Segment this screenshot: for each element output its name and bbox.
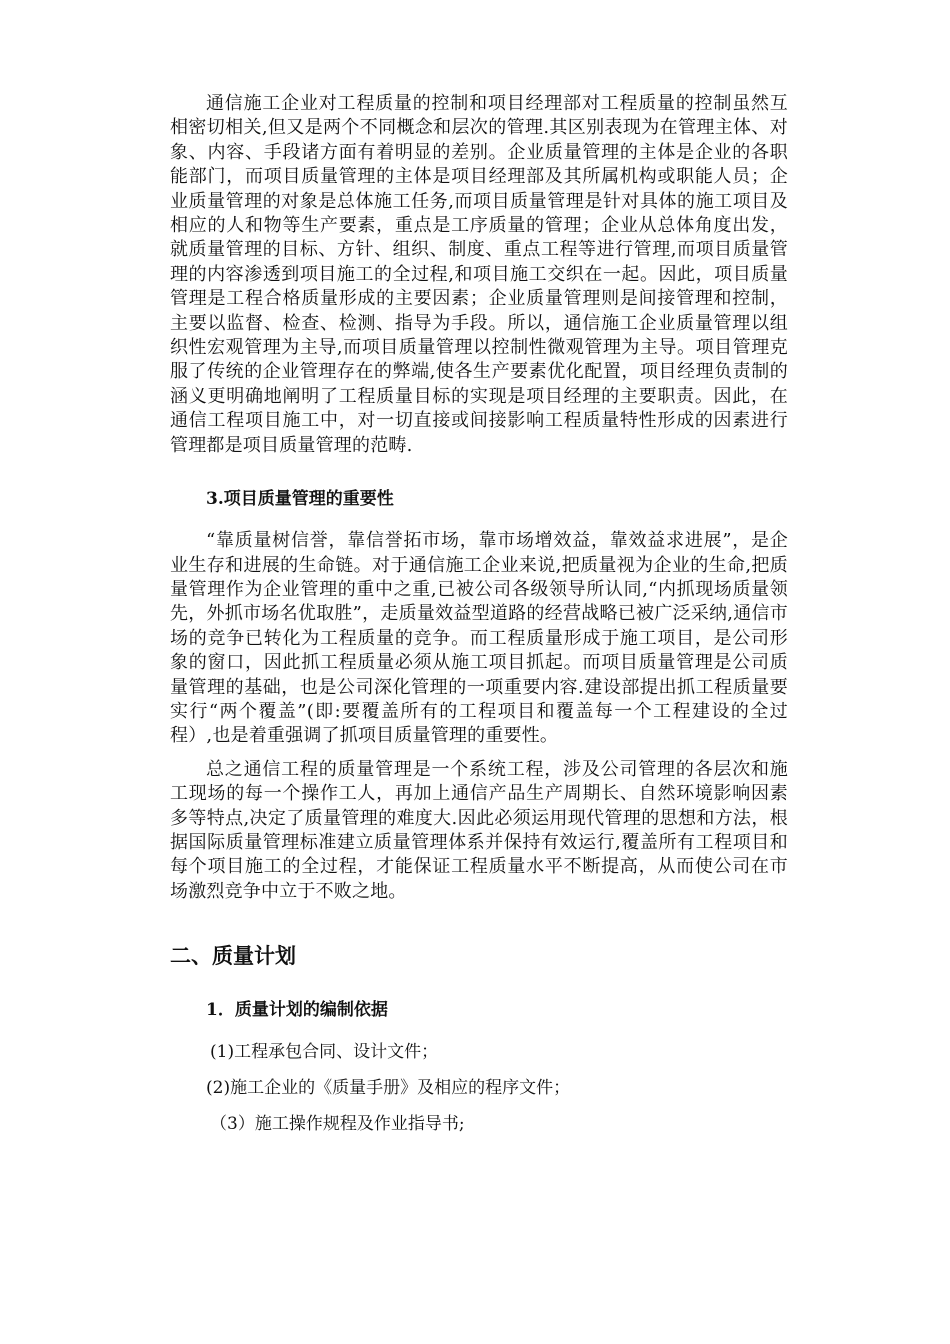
body-paragraph-importance: “靠质量树信誉，靠信誉拓市场，靠市场增效益，靠效益求进展”，是企业生存和进展的生命链。对于通信施工企业来说,把质量视为企业的生命,把质量管理作为企业管理的重中之重,已被公司各级领导所认同,“内抓现场质量领先，外抓市场名优取胜”，走质量效益型道路的经营战略已被广泛采纳,通信市场的竞争已转化为工程质量的竞争。而工程质量形成于施工项目，是公司形象的窗口，因此抓工程质量必须从施工项目抓起。而项目质量管理是公司质量管理的基础，也是公司深化管理的一项重要内容.建设部提出抓工程质量要实行“两个覆盖”(即:要覆盖所有的工程项目和覆盖每一个工程建设的全过程）,也是着重强调了抓项目质量管理的重要性。 xyxy=(170,530,788,747)
body-paragraph-quality-control: 通信施工企业对工程质量的控制和项目经理部对工程质量的控制虽然互相密切相关,但又是两个不同概念和层次的管理.其区别表现为在管理主体、对象、内容、手段诸方面有着明显的差别。企业质量管理的主体是企业的各职能部门，而项目质量管理的主体是项目经理部及其所属机构或职能人员；企业质量管理的对象是总体施工任务,而项目质量管理是针对具体的施工项目及相应的人和物等生产要素，重点是工序质量的管理；企业从总体角度出发，就质量管理的目标、方针、组织、制度、重点工程等进行管理,而项目质量管理的内容渗透到项目施工的全过程,和项目施工交织在一起。因此，项目质量管理是工程合格质量形成的主要因素；企业质量管理则是间接管理和控制，主要以监督、检查、检测、指导为手段。所以，通信施工企业质量管理以组织性宏观管理为主导,而项目质量管理以控制性微观管理为主导。项目管理克服了传统的企业管理存在的弊端,使各生产要素优化配置，项目经理负责制的涵义更明确地阐明了工程质量目标的实现是项目经理的主要职责。因此，在通信工程项目施工中，对一切直接或间接影响工程质量特性形成的因素进行管理都是项目质量管理的范畴. xyxy=(170,93,788,456)
list-item-operation-rules: （3）施工操作规程及作业指导书; xyxy=(210,1114,465,1135)
section-title-quality-plan: 二、质量计划 xyxy=(170,943,296,969)
body-paragraph-summary: 总之通信工程的质量管理是一个系统工程，涉及公司管理的各层次和施工现场的每一个操作工人，再加上通信产品生产周期长、自然环境影响因素多等特点,决定了质量管理的难度大.因此必须运用现代管理的思想和方法，根据国际质量管理标准建立质量管理体系并保持有效运行,覆盖所有工程项目和每个项目施工的全过程，才能保证工程质量水平不断提高，从而使公司在市场激烈竞争中立于不败之地。 xyxy=(170,758,788,902)
list-item-quality-manual: (2)施工企业的《质量手册》及相应的程序文件； xyxy=(206,1078,571,1099)
document-page xyxy=(170,92,788,1148)
subheading-importance: 3.项目质量管理的重要性 xyxy=(206,489,394,510)
subheading-plan-basis: 1．质量计划的编制依据 xyxy=(206,1000,388,1021)
list-item-contract: (1)工程承包合同、设计文件； xyxy=(210,1042,439,1063)
